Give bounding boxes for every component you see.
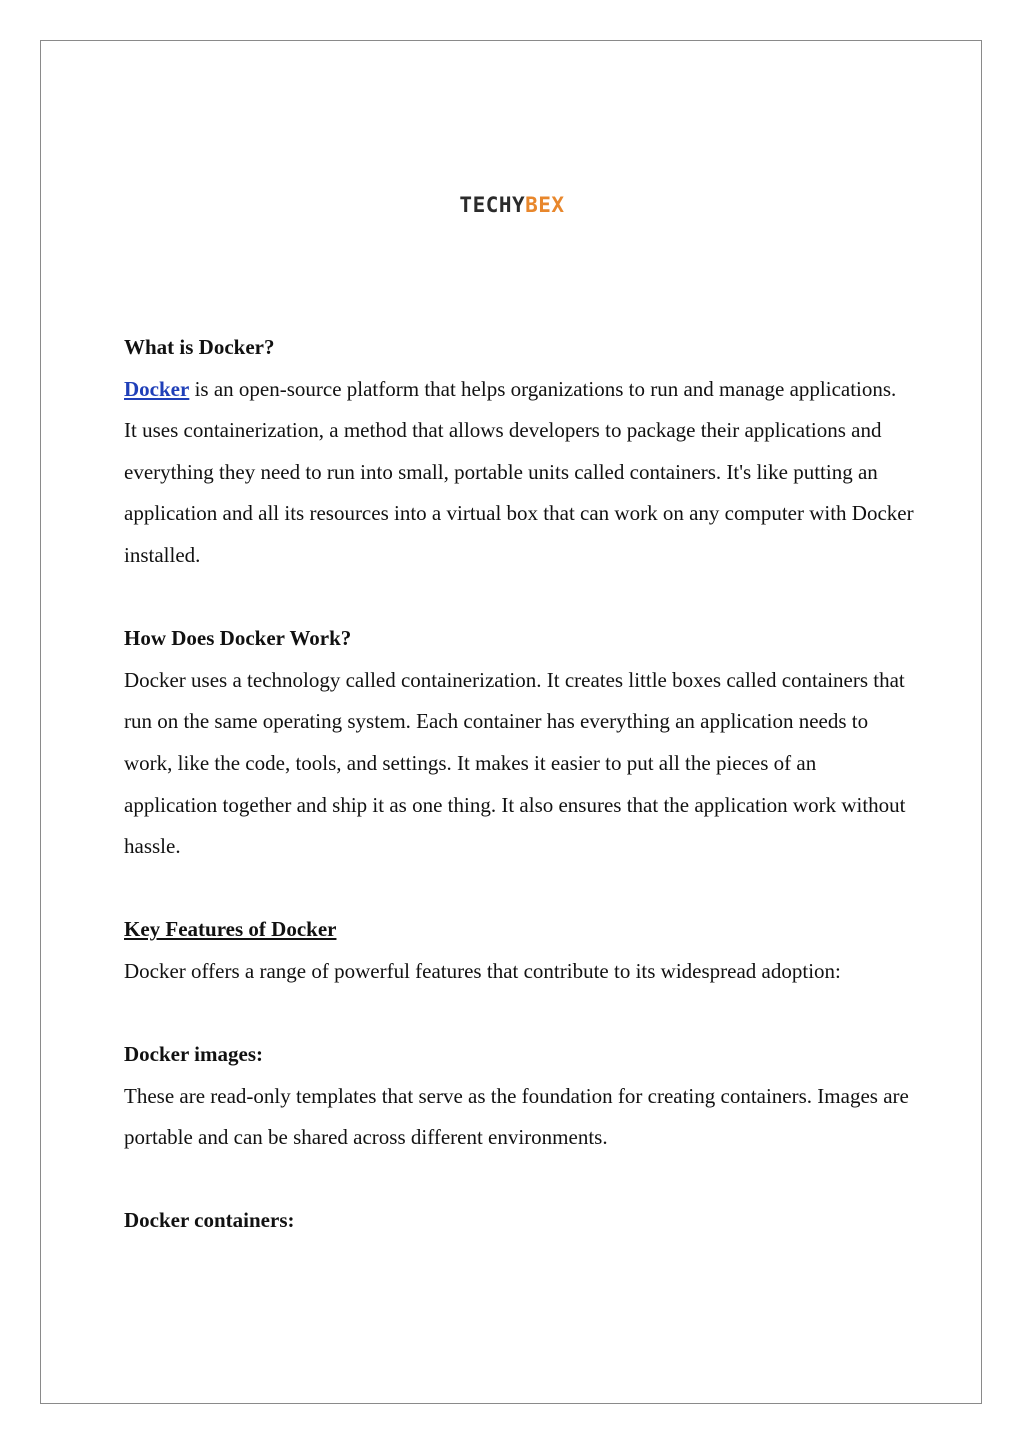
heading-docker-containers: Docker containers: <box>124 1208 295 1233</box>
heading-what-is-docker: What is Docker? <box>124 335 275 359</box>
paragraph-what-is-docker <box>124 369 914 577</box>
techybex-logo <box>0 190 1024 220</box>
spacer <box>124 1159 914 1201</box>
heading-key-features: Key Features of Docker <box>124 917 337 942</box>
heading-how-docker-works: How Does Docker Work? <box>124 626 352 651</box>
heading-docker-images: Docker images: <box>124 1042 263 1067</box>
spacer <box>124 868 914 910</box>
spacer <box>124 993 914 1035</box>
paragraph-docker-images: These are read-only templates that serve as the foundation for creating containers. Images are portable and can be shared across different environments. <box>124 1083 909 1150</box>
logo-text-techy: TECHY <box>459 193 526 217</box>
logo-text-bex: BEX <box>525 193 565 217</box>
docker-link[interactable]: Docker <box>124 376 190 401</box>
spacer <box>124 577 914 619</box>
paragraph-key-features: Docker offers a range of powerful features that contribute to its widespread adoption: <box>124 958 841 983</box>
paragraph-what-is-docker-text: is an open-source platform that helps organizations to run and manage applications. It uses containerization, a method that allows developers to package their applications and everything they need to run into small, portable units called containers. It's like putting an application and all its resources into a virtual box that can work on any computer with Docker installed. <box>124 376 914 567</box>
paragraph-how-docker-works: Docker uses a technology called containerization. It creates little boxes called containers that run on the same operating system. Each container has everything an application needs to work, like the code, tools, and settings. It makes it easier to put all the pieces of an application together and ship it as one thing. It also ensures that the application work without hassle. <box>124 667 906 859</box>
document-body <box>124 327 914 1242</box>
